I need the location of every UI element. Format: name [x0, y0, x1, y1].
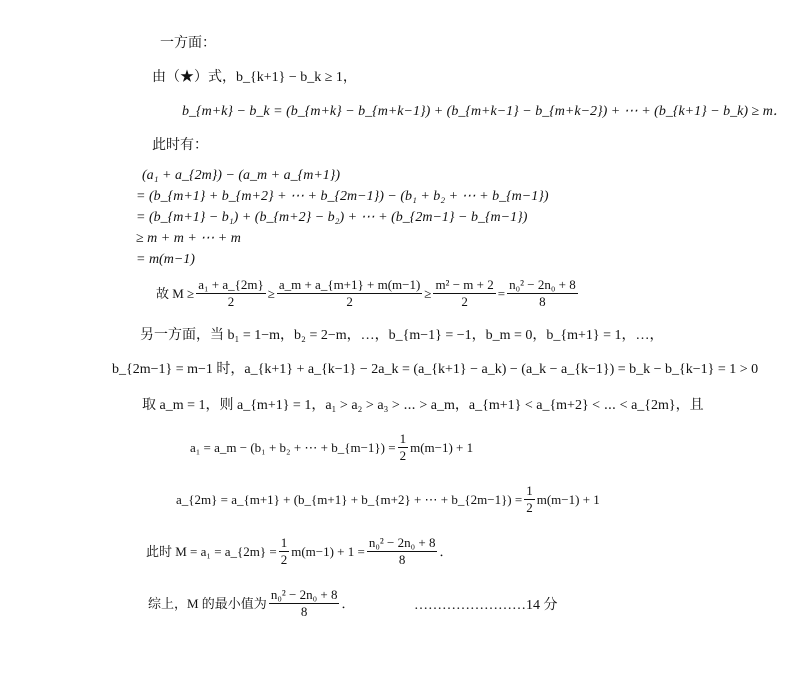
line-derivation-3: = (b_{m+1} − b₁) + (b_{m+2} − b₂) + ⋯ + (b_{2m−1} − b_{m−1}) — [136, 210, 528, 225]
line-intro: 一方面： — [160, 36, 216, 51]
fraction-numerator: m² − m + 2 — [433, 278, 495, 294]
line-a1-formula — [190, 432, 473, 464]
fraction-numerator: n₀² − 2n₀ + 8 — [269, 588, 340, 604]
fraction-numerator: a_m + a_{m+1} + m(m−1) — [277, 278, 422, 294]
m-value-prefix: 此时 M = a₁ = a_{2m} = — [146, 543, 277, 559]
bound-prefix: 故 M ≥ — [156, 285, 195, 301]
line-derivation-1: (a₁ + a_{2m}) − (a_m + a_{m+1}) — [142, 168, 341, 183]
fraction-numerator: 1 — [398, 432, 409, 448]
fraction-a1-a2m — [196, 278, 266, 310]
fraction-denominator: 8 — [300, 604, 308, 620]
fraction-one-half — [524, 484, 535, 516]
fraction-denominator: 2 — [526, 500, 533, 516]
fraction-denominator: 2 — [346, 294, 353, 310]
fraction-n0-expression — [507, 278, 578, 310]
fraction-numerator: 1 — [279, 536, 290, 552]
fraction-denominator: 8 — [539, 294, 546, 310]
line-m-value — [146, 536, 453, 568]
line-derivation-5: = m(m−1) — [136, 252, 195, 267]
line-at-this-time: 此时有： — [152, 138, 208, 153]
fraction-numerator: n₀² − 2n₀ + 8 — [367, 536, 438, 552]
ge-sign: ≥ — [267, 285, 275, 301]
line-derivation-4: ≥ m + m + ⋯ + m — [136, 231, 241, 246]
fraction-one-half — [398, 432, 409, 464]
fraction-denominator: 2 — [461, 294, 468, 310]
fraction-numerator: a₁ + a_{2m} — [196, 278, 266, 294]
fraction-denominator: 2 — [399, 448, 407, 464]
fraction-numerator: n₀² − 2n₀ + 8 — [507, 278, 578, 294]
line-conclusion — [148, 588, 354, 620]
a2m-prefix: a_{2m} = a_{m+1} + (b_{m+1} + b_{m+2} + ⋯ + b_{2m−1}) = — [176, 491, 523, 507]
fraction-numerator: 1 — [524, 484, 535, 500]
line-star-inequality: 由（★）式，b_{k+1} − b_k ≥ 1， — [152, 70, 357, 85]
fraction-denominator: 2 — [280, 552, 288, 568]
fraction-m-quadratic — [433, 278, 495, 310]
ge-sign: ≥ — [424, 285, 432, 301]
line-other-hand: 另一方面，当 b₁ = 1−m，b₂ = 2−m，…，b_{m−1} = −1，b_m = 0，b_{m+1} = 1，…， — [140, 328, 664, 343]
a2m-suffix: m(m−1) + 1 — [536, 491, 600, 507]
a1-prefix: a₁ = a_m − (b₁ + b₂ + ⋯ + b_{m−1}) = — [190, 439, 396, 455]
m-value-suffix: ． — [439, 543, 453, 559]
fraction-n0-expression — [367, 536, 438, 568]
line-derivation-2: = (b_{m+1} + b_{m+2} + ⋯ + b_{2m−1}) − (b₁ + b₂ + ⋯ + b_{m−1}) — [136, 189, 549, 204]
a1-suffix: m(m−1) + 1 — [410, 439, 474, 455]
line-second-difference: b_{2m−1} = m−1 时，a_{k+1} + a_{k−1} − 2a_k = (a_{k+1} − a_k) − (a_k − a_{k−1}) = b_k − b_{k−1} = 1 > 0 — [112, 362, 759, 377]
conclusion-suffix: ． — [341, 595, 355, 611]
fraction-n0-expression — [269, 588, 340, 620]
fraction-denominator: 2 — [227, 294, 235, 310]
fraction-denominator: 8 — [398, 552, 406, 568]
conclusion-prefix: 综上，M 的最小值为 — [148, 595, 267, 611]
eq-sign: = — [497, 285, 506, 301]
fraction-am-sum — [277, 278, 422, 310]
score-marker: ……………………14 分 — [414, 598, 558, 613]
line-a2m-formula — [176, 484, 600, 516]
fraction-one-half — [279, 536, 290, 568]
line-take-am: 取 a_m = 1，则 a_{m+1} = 1，a₁ > a₂ > a₃ > ⋯ > a_m，a_{m+1} < a_{m+2} < ⋯ < a_{2m}，且 — [142, 398, 704, 413]
line-bound-chain — [156, 278, 580, 310]
line-telescoping-sum: b_{m+k} − b_k = (b_{m+k} − b_{m+k−1}) + (b_{m+k−1} − b_{m+k−2}) + ⋯ + (b_{k+1} − b_k) ≥ m． — [182, 104, 787, 119]
m-value-mid: m(m−1) + 1 = — [291, 543, 365, 559]
